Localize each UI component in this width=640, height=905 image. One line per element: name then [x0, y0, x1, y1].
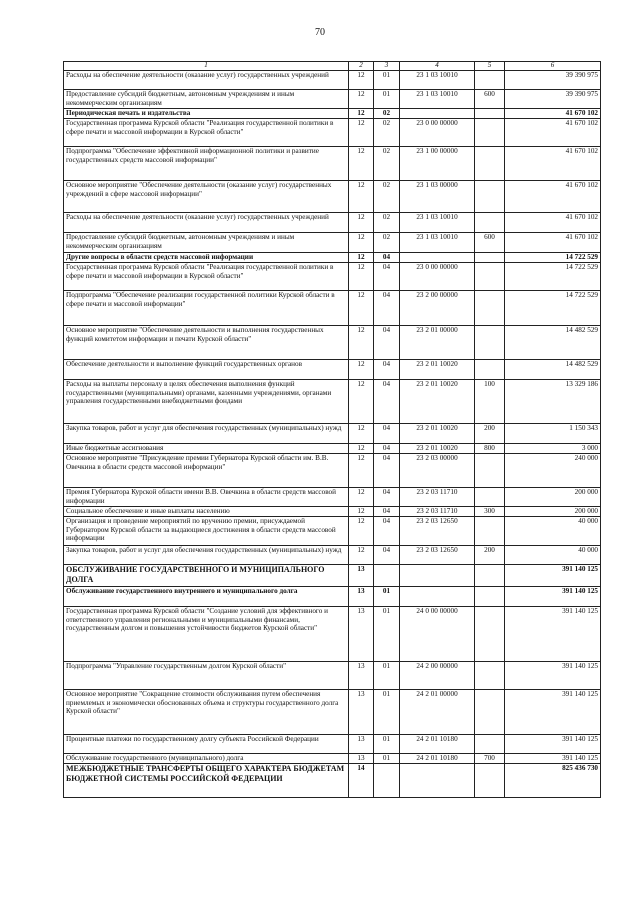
budget-table [63, 61, 601, 798]
expense-type-cell [475, 565, 505, 587]
subsection-code-cell: 02 [374, 147, 400, 181]
expense-type-cell [475, 517, 505, 546]
section-code-cell: 14 [349, 764, 374, 798]
section-code-cell: 13 [349, 662, 374, 690]
section-code-cell: 12 [349, 253, 374, 263]
expense-type-cell: 800 [475, 444, 505, 454]
section-code-cell: 12 [349, 424, 374, 444]
target-article-cell: 23 2 01 00000 [400, 326, 475, 360]
subsection-code-cell: 04 [374, 291, 400, 326]
subsection-code-cell: 04 [374, 360, 400, 380]
target-article-cell: 23 2 01 10020 [400, 360, 475, 380]
amount-cell: 391 140 125 [505, 754, 601, 764]
item-name-cell: Предоставление субсидий бюджетным, автономным учреждениям и иным некоммерческим организациям [64, 90, 349, 109]
amount-cell: 391 140 125 [505, 662, 601, 690]
item-name-cell: Процентные платежи по государственному долгу субъекта Российской Федерации [64, 735, 349, 754]
amount-cell: 391 140 125 [505, 690, 601, 735]
section-code-cell: 13 [349, 565, 374, 587]
subsection-code-cell: 04 [374, 546, 400, 565]
item-name-cell: Подпрограмма "Обеспечение реализации государственной политики Курской области в сфере печати и массовой информации" [64, 291, 349, 326]
subsection-code-cell: 01 [374, 662, 400, 690]
section-code-cell: 12 [349, 109, 374, 119]
expense-type-cell [475, 253, 505, 263]
table-row [64, 71, 601, 90]
table-row [64, 454, 601, 488]
table-row [64, 565, 601, 587]
table-row [64, 380, 601, 424]
section-code-cell: 13 [349, 754, 374, 764]
target-article-cell: 23 2 01 10020 [400, 380, 475, 424]
amount-cell: 14 482 529 [505, 360, 601, 380]
subsection-code-cell: 04 [374, 444, 400, 454]
item-name-cell: Обслуживание государственного (муниципального) долга [64, 754, 349, 764]
item-name-cell: Периодическая печать и издательства [64, 109, 349, 119]
subsection-code-cell [374, 565, 400, 587]
expense-type-cell [475, 291, 505, 326]
expense-type-cell [475, 454, 505, 488]
target-article-cell: 24 0 00 00000 [400, 607, 475, 662]
target-article-cell: 23 0 00 00000 [400, 119, 475, 147]
expense-type-cell [475, 71, 505, 90]
expense-type-cell: 600 [475, 90, 505, 109]
target-article-cell: 23 1 03 10010 [400, 233, 475, 253]
table-row [64, 119, 601, 147]
amount-cell: 39 390 975 [505, 71, 601, 90]
amount-cell: 41 670 102 [505, 109, 601, 119]
table-row [64, 507, 601, 517]
table-row [64, 147, 601, 181]
target-article-cell: 24 2 00 00000 [400, 662, 475, 690]
table-row [64, 360, 601, 380]
table-row [64, 690, 601, 735]
subsection-code-cell: 04 [374, 424, 400, 444]
item-name-cell: ОБСЛУЖИВАНИЕ ГОСУДАРСТВЕННОГО И МУНИЦИПАЛЬНОГО ДОЛГА [64, 565, 349, 587]
expense-type-cell [475, 662, 505, 690]
header-cell: 2 [349, 62, 374, 71]
item-name-cell: Предоставление субсидий бюджетным, автономным учреждениям и иным некоммерческим организациям [64, 233, 349, 253]
section-code-cell: 12 [349, 71, 374, 90]
table-row [64, 607, 601, 662]
table-row [64, 213, 601, 233]
amount-cell: 41 670 102 [505, 213, 601, 233]
amount-cell: 391 140 125 [505, 607, 601, 662]
target-article-cell: 23 2 01 10020 [400, 424, 475, 444]
section-code-cell: 12 [349, 233, 374, 253]
target-article-cell: 23 2 03 11710 [400, 488, 475, 507]
table-row [64, 735, 601, 754]
target-article-cell: 23 1 03 10010 [400, 90, 475, 109]
section-code-cell: 12 [349, 90, 374, 109]
expense-type-cell: 300 [475, 507, 505, 517]
expense-type-cell [475, 735, 505, 754]
table-row [64, 444, 601, 454]
table-row [64, 546, 601, 565]
table-row [64, 233, 601, 253]
item-name-cell: Государственная программа Курской области "Создание условий для эффективного и ответственного управления региональными и муниципальными финансами, государственным долгом и повышения устойчивости бюджетов Курской области" [64, 607, 349, 662]
expense-type-cell [475, 213, 505, 233]
target-article-cell: 23 2 03 11710 [400, 507, 475, 517]
section-code-cell: 13 [349, 690, 374, 735]
target-article-cell: 24 2 01 00000 [400, 690, 475, 735]
target-article-cell [400, 253, 475, 263]
table-row [64, 488, 601, 507]
subsection-code-cell: 04 [374, 326, 400, 360]
section-code-cell: 12 [349, 119, 374, 147]
amount-cell: 200 000 [505, 507, 601, 517]
section-code-cell: 12 [349, 507, 374, 517]
expense-type-cell [475, 326, 505, 360]
item-name-cell: Подпрограмма "Обеспечение эффективной информационной политики и развитие государственных средств массовой информации" [64, 147, 349, 181]
expense-type-cell [475, 360, 505, 380]
item-name-cell: Государственная программа Курской области "Реализация государственной политики в сфере печати и массовой информации в Курской области" [64, 119, 349, 147]
amount-cell: 40 000 [505, 517, 601, 546]
header-cell: 4 [400, 62, 475, 71]
item-name-cell: Закупка товаров, работ и услуг для обеспечения государственных (муниципальных) нужд [64, 424, 349, 444]
target-article-cell: 23 1 03 00000 [400, 181, 475, 213]
table-row [64, 263, 601, 291]
target-article-cell: 23 1 00 00000 [400, 147, 475, 181]
section-code-cell: 12 [349, 360, 374, 380]
section-code-cell: 12 [349, 147, 374, 181]
target-article-cell: 23 2 00 00000 [400, 291, 475, 326]
header-cell: 1 [64, 62, 349, 71]
amount-cell: 14 722 529 [505, 263, 601, 291]
expense-type-cell [475, 263, 505, 291]
subsection-code-cell: 01 [374, 754, 400, 764]
amount-cell: 391 140 125 [505, 565, 601, 587]
item-name-cell: Организация и проведение мероприятий по вручению премии, присуждаемой Губернатором Курской области за выдающиеся достижения в области средств массовой информации [64, 517, 349, 546]
expense-type-cell [475, 587, 505, 607]
subsection-code-cell: 04 [374, 454, 400, 488]
amount-cell: 825 436 730 [505, 764, 601, 798]
amount-cell: 240 000 [505, 454, 601, 488]
amount-cell: 14 722 529 [505, 253, 601, 263]
item-name-cell: Основное мероприятие "Присуждение премии Губернатора Курской области им. В.В. Овечкина в области средств массовой информации" [64, 454, 349, 488]
subsection-code-cell: 04 [374, 263, 400, 291]
target-article-cell: 23 1 03 10010 [400, 213, 475, 233]
amount-cell: 13 329 186 [505, 380, 601, 424]
amount-cell: 14 722 529 [505, 291, 601, 326]
subsection-code-cell: 01 [374, 587, 400, 607]
expense-type-cell [475, 181, 505, 213]
section-code-cell: 12 [349, 181, 374, 213]
item-name-cell: Расходы на обеспечение деятельности (оказание услуг) государственных учреждений [64, 213, 349, 233]
expense-type-cell [475, 488, 505, 507]
subsection-code-cell: 02 [374, 109, 400, 119]
amount-cell: 41 670 102 [505, 233, 601, 253]
expense-type-cell [475, 147, 505, 181]
amount-cell: 200 000 [505, 488, 601, 507]
subsection-code-cell: 04 [374, 253, 400, 263]
section-code-cell: 12 [349, 380, 374, 424]
target-article-cell: 23 2 03 12650 [400, 546, 475, 565]
amount-cell: 41 670 102 [505, 181, 601, 213]
target-article-cell: 24 2 01 10180 [400, 754, 475, 764]
section-code-cell: 13 [349, 735, 374, 754]
item-name-cell: Премия Губернатора Курской области имени В.В. Овечкина в области средств массовой информации [64, 488, 349, 507]
item-name-cell: Другие вопросы в области средств массовой информации [64, 253, 349, 263]
item-name-cell: Обслуживание государственного внутреннего и муниципального долга [64, 587, 349, 607]
item-name-cell: Расходы на обеспечение деятельности (оказание услуг) государственных учреждений [64, 71, 349, 90]
section-code-cell: 12 [349, 291, 374, 326]
section-code-cell: 12 [349, 517, 374, 546]
subsection-code-cell: 02 [374, 119, 400, 147]
expense-type-cell: 600 [475, 233, 505, 253]
amount-cell: 391 140 125 [505, 587, 601, 607]
item-name-cell: Обеспечение деятельности и выполнение функций государственных органов [64, 360, 349, 380]
subsection-code-cell: 04 [374, 488, 400, 507]
section-code-cell: 12 [349, 213, 374, 233]
expense-type-cell [475, 119, 505, 147]
page-number: 70 [315, 27, 325, 38]
item-name-cell: Основное мероприятие "Сокращение стоимости обслуживания путем обеспечения приемлемых и экономически обоснованных объема и структуры государственного долга Курской области" [64, 690, 349, 735]
target-article-cell: 24 2 01 10180 [400, 735, 475, 754]
subsection-code-cell: 01 [374, 90, 400, 109]
item-name-cell: Закупка товаров, работ и услуг для обеспечения государственных (муниципальных) нужд [64, 546, 349, 565]
subsection-code-cell: 01 [374, 607, 400, 662]
item-name-cell: Государственная программа Курской области "Реализация государственной политики в сфере печати и массовой информации в Курской области" [64, 263, 349, 291]
expense-type-cell [475, 109, 505, 119]
table-row [64, 764, 601, 798]
subsection-code-cell: 01 [374, 71, 400, 90]
amount-cell: 391 140 125 [505, 735, 601, 754]
table-row [64, 90, 601, 109]
expense-type-cell: 100 [475, 380, 505, 424]
target-article-cell [400, 565, 475, 587]
expense-type-cell: 700 [475, 754, 505, 764]
table-row [64, 517, 601, 546]
section-code-cell: 12 [349, 444, 374, 454]
amount-cell: 40 000 [505, 546, 601, 565]
item-name-cell: Социальное обеспечение и иные выплаты населению [64, 507, 349, 517]
table-row [64, 109, 601, 119]
section-code-cell: 12 [349, 263, 374, 291]
subsection-code-cell: 02 [374, 233, 400, 253]
target-article-cell [400, 587, 475, 607]
subsection-code-cell: 04 [374, 380, 400, 424]
expense-type-cell: 200 [475, 424, 505, 444]
table-row [64, 424, 601, 444]
item-name-cell: Иные бюджетные ассигнования [64, 444, 349, 454]
subsection-code-cell: 01 [374, 690, 400, 735]
amount-cell: 41 670 102 [505, 147, 601, 181]
item-name-cell: Подпрограмма "Управление государственным долгом Курской области" [64, 662, 349, 690]
table-header-row [64, 62, 601, 71]
amount-cell: 3 000 [505, 444, 601, 454]
section-code-cell: 13 [349, 587, 374, 607]
subsection-code-cell: 01 [374, 735, 400, 754]
amount-cell: 14 482 529 [505, 326, 601, 360]
target-article-cell: 23 1 03 10010 [400, 71, 475, 90]
header-cell: 5 [475, 62, 505, 71]
target-article-cell [400, 109, 475, 119]
subsection-code-cell: 02 [374, 181, 400, 213]
item-name-cell: МЕЖБЮДЖЕТНЫЕ ТРАНСФЕРТЫ ОБЩЕГО ХАРАКТЕРА БЮДЖЕТАМ БЮДЖЕТНОЙ СИСТЕМЫ РОССИЙСКОЙ ФЕДЕРАЦИИ [64, 764, 349, 798]
table-row [64, 253, 601, 263]
table-row [64, 662, 601, 690]
subsection-code-cell: 04 [374, 517, 400, 546]
amount-cell: 1 150 343 [505, 424, 601, 444]
target-article-cell: 23 0 00 00000 [400, 263, 475, 291]
target-article-cell [400, 764, 475, 798]
expense-type-cell: 200 [475, 546, 505, 565]
section-code-cell: 12 [349, 454, 374, 488]
expense-type-cell [475, 764, 505, 798]
section-code-cell: 12 [349, 488, 374, 507]
item-name-cell: Расходы на выплаты персоналу в целях обеспечения выполнения функций государственными (муниципальными) органами, казенными учреждениями, органами управления государственными внебюджетными фондами [64, 380, 349, 424]
section-code-cell: 12 [349, 546, 374, 565]
item-name-cell: Основное мероприятие "Обеспечение деятельности (оказание услуг) государственных учреждений в сфере массовой информации" [64, 181, 349, 213]
amount-cell: 39 390 975 [505, 90, 601, 109]
subsection-code-cell: 04 [374, 507, 400, 517]
header-cell: 3 [374, 62, 400, 71]
target-article-cell: 23 2 03 12650 [400, 517, 475, 546]
section-code-cell: 13 [349, 607, 374, 662]
table-row [64, 326, 601, 360]
target-article-cell: 23 2 03 00000 [400, 454, 475, 488]
target-article-cell: 23 2 01 10020 [400, 444, 475, 454]
subsection-code-cell [374, 764, 400, 798]
section-code-cell: 12 [349, 326, 374, 360]
table-row [64, 181, 601, 213]
subsection-code-cell: 02 [374, 213, 400, 233]
header-cell: 6 [505, 62, 601, 71]
table-row [64, 291, 601, 326]
expense-type-cell [475, 607, 505, 662]
expense-type-cell [475, 690, 505, 735]
table-row [64, 587, 601, 607]
item-name-cell: Основное мероприятие "Обеспечение деятельности и выполнения государственных функций комитетом информации и печати Курской области" [64, 326, 349, 360]
amount-cell: 41 670 102 [505, 119, 601, 147]
table-row [64, 754, 601, 764]
